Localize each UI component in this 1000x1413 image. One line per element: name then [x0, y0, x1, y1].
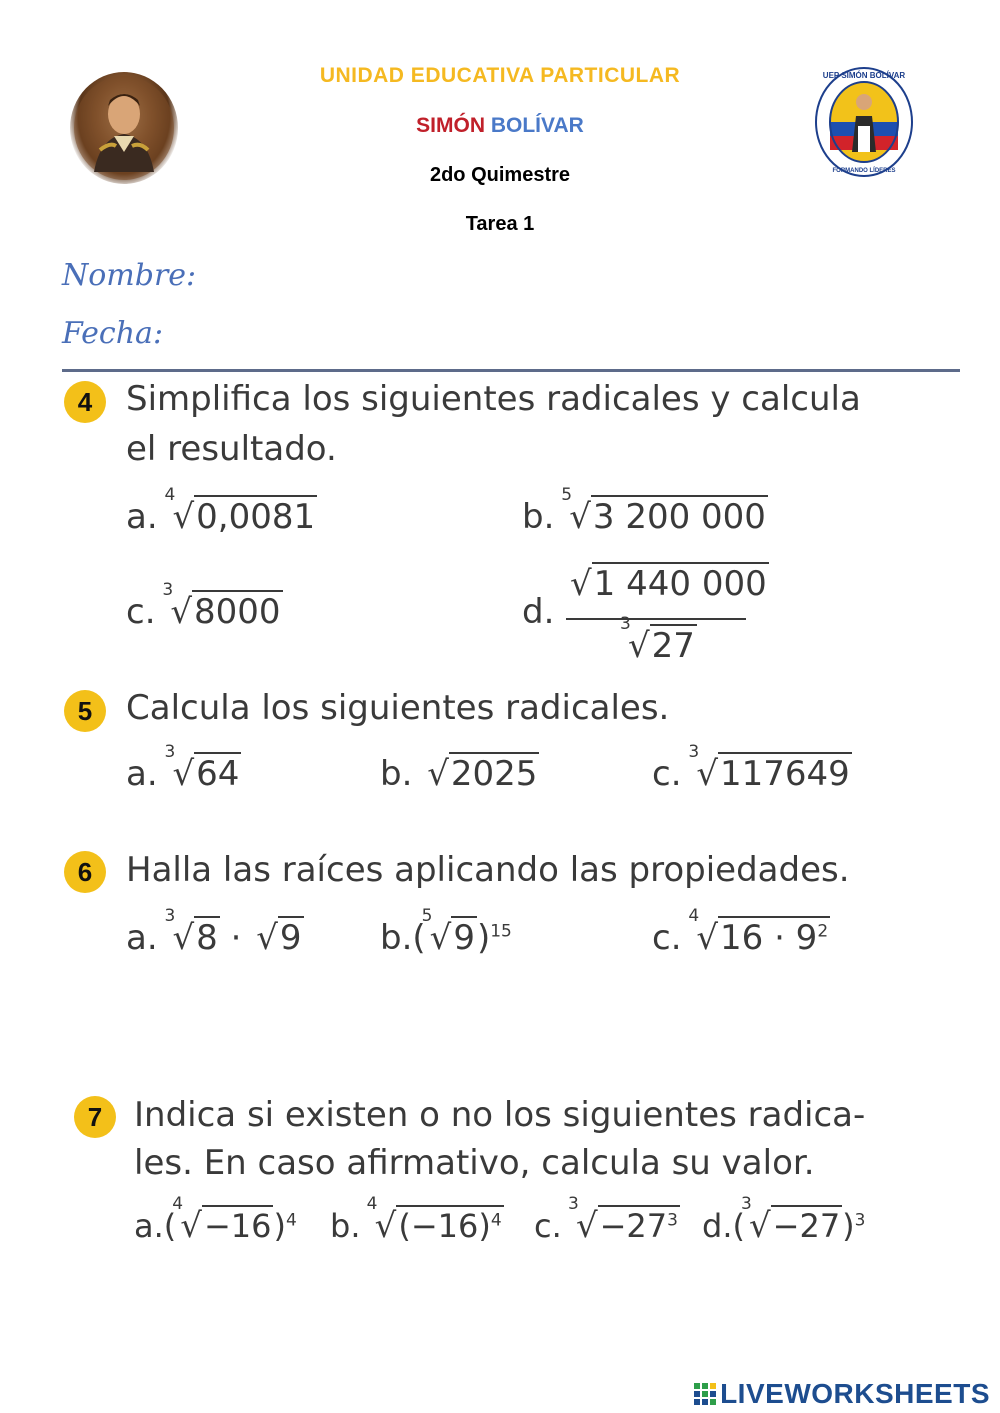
q6-item-c: c. 4 $√16 \cdot 9^2$: [652, 906, 829, 958]
q4-d-den-index: 3: [620, 614, 631, 634]
q7-d-exp: 3: [854, 1210, 866, 1231]
q7-c-label: c.: [534, 1207, 562, 1245]
q6-c-index: 4: [688, 906, 700, 926]
q6-c-exp: 2: [817, 921, 829, 942]
q5-item-a: a. 3 √64: [126, 742, 240, 794]
q6-b-index: 5: [421, 906, 433, 926]
task-label: Tarea 1: [465, 213, 535, 235]
q4-c-radicand: 8000: [194, 592, 281, 632]
q7-item-d: d.( 3 √−27)$^3$: [702, 1194, 866, 1246]
q4-b-radicand: 3 200 000: [592, 497, 766, 537]
school-logo: [814, 66, 914, 178]
q5-a-index: 3: [164, 742, 176, 762]
q7-item-c: c. 3 $√-27^3$: [534, 1194, 678, 1246]
q5-c-radicand: 117649: [720, 754, 850, 794]
q4-d-num: 1 440 000: [593, 564, 767, 604]
q4-a-radicand: 0,0081: [196, 497, 316, 537]
q5-c-index: 3: [688, 742, 700, 762]
q7-b-radicand: (−16): [398, 1207, 491, 1245]
q5-item-b: b. √2025: [380, 754, 538, 794]
q7-c-radicand: −27: [599, 1207, 668, 1245]
q7-b-index: 4: [366, 1194, 378, 1214]
q7-d-radicand: −27: [772, 1207, 841, 1245]
school-name-part2: BOLÍVAR: [490, 114, 584, 137]
q6-a-rad1: 8: [196, 918, 218, 958]
nombre-label: Nombre:: [62, 258, 197, 293]
q4-line2: el resultado.: [126, 429, 337, 469]
q4-b-index: 5: [561, 485, 573, 505]
q7-line1: Indica si existen o no los siguientes radica-: [134, 1095, 866, 1135]
liveworksheets-icon: [694, 1383, 716, 1405]
liveworksheets-text: LIVEWORKSHEETS: [720, 1378, 990, 1409]
q4-item-b: b. 5 √3 200 000: [522, 485, 766, 537]
fecha-label: Fecha:: [62, 316, 164, 351]
q7-d-index: 3: [740, 1194, 752, 1214]
q4-b-label: b.: [522, 497, 555, 537]
q6-a-dot: ·: [230, 918, 242, 958]
q6-b-exp: 15: [490, 921, 512, 942]
q5-a-radicand: 64: [196, 754, 240, 794]
q7-d-label: d.: [702, 1207, 733, 1245]
q6-a-label: a.: [126, 918, 158, 958]
q7-item-b: b. 4 $√(-16)^4$: [330, 1194, 502, 1246]
q6-a-rad2: 9: [279, 918, 302, 958]
q5-item-c: c. 3 √117649: [652, 742, 850, 794]
q5-number-badge: 5: [64, 690, 106, 732]
q4-a-index: 4: [164, 485, 176, 505]
q7-number-badge: 7: [74, 1096, 116, 1138]
q6-text: Halla las raíces aplicando las propiedades.: [126, 850, 850, 890]
q4-number-badge: 4: [64, 381, 106, 423]
q4-item-d-label: d.: [522, 592, 555, 632]
q6-b-radicand: 9: [453, 918, 475, 958]
q7-b-exp: 4: [490, 1210, 502, 1231]
q7-c-exp: 3: [667, 1210, 678, 1231]
q7-a-radicand: −16: [203, 1207, 272, 1245]
q4-a-label: a.: [126, 497, 158, 537]
svg-text:UEP SIMÓN BOLÍVAR: UEP SIMÓN BOLÍVAR: [822, 71, 906, 80]
q5-b-label: b.: [380, 754, 413, 794]
q4-c-index: 3: [162, 580, 174, 600]
q4-c-label: c.: [126, 592, 156, 632]
q6-a-index1: 3: [164, 906, 176, 926]
school-title: UNIDAD EDUCATIVA PARTICULAR: [319, 64, 681, 87]
q6-c-radicand: 16 · 9: [720, 918, 818, 958]
svg-text:FORMANDO LÍDERES: FORMANDO LÍDERES: [832, 168, 896, 174]
liveworksheets-brand[interactable]: [694, 1378, 990, 1410]
school-name-part1: SIMÓN: [416, 114, 486, 137]
q4-item-c: c. 3 √8000: [126, 580, 281, 632]
q5-c-label: c.: [652, 754, 682, 794]
q4-d-den: 27: [651, 626, 695, 666]
q7-b-label: b.: [330, 1207, 361, 1245]
q7-c-index: 3: [567, 1194, 579, 1214]
q7-a-exp: 4: [285, 1210, 297, 1231]
q6-b-label: b.: [380, 918, 413, 958]
q4-d-fraction-bar: [566, 618, 746, 620]
q4-d-numerator: √1 440 000: [570, 564, 767, 604]
q5-text: Calcula los siguientes radicales.: [126, 688, 670, 728]
divider: [62, 369, 960, 372]
q6-item-b: b.( 5 √9)$^{15}$: [380, 906, 512, 958]
q5-b-radicand: 2025: [450, 754, 538, 794]
q4-item-a: a. 4 √0,0081: [126, 485, 316, 537]
q5-a-label: a.: [126, 754, 158, 794]
q7-a-index: 4: [172, 1194, 184, 1214]
q4-line1: Simplifica los siguientes radicales y calcula: [126, 379, 861, 419]
term-label: 2do Quimestre: [429, 164, 571, 186]
q6-item-a: a. 3 √8 · √9: [126, 906, 302, 958]
q6-c-label: c.: [652, 918, 682, 958]
q7-line2: les. En caso afirmativo, calcula su valor.: [134, 1143, 815, 1183]
q7-item-a: a.( 4 √−16)$^4$: [134, 1194, 297, 1246]
q4-d-denominator: 3 √27: [620, 614, 695, 666]
q7-a-label: a.: [134, 1207, 164, 1245]
q6-number-badge: 6: [64, 851, 106, 893]
